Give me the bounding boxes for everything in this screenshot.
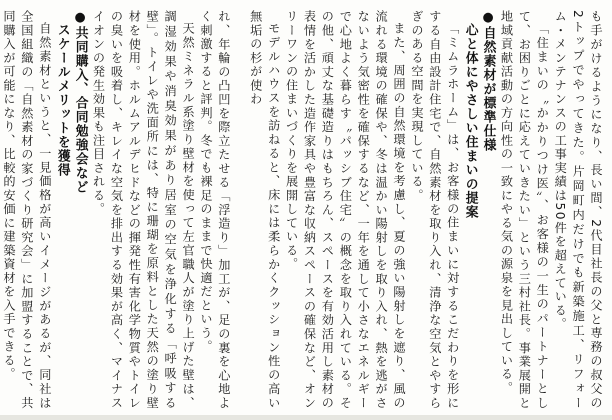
paragraph: も手がけるようになり、長い間、2代目社長の父と専務の叔父の2トップでやってきた。片岡町内だけでも新築施工、リフォーム・メンテナンスの工事実績は50件を超えている。 <box>553 10 603 410</box>
paragraph: れ、年輪の凸凹を際立たせる「浮造り」加工が、足の裏を心地よく刺激すると評判。冬でも裸足のままで快適だという。 <box>198 10 231 410</box>
paragraph: 「住まいの〝かかりつけ医〟、お客様の一生のパートナーとして、お困りごとに応えていきたい」という三村社長。事業展開と地域貢献活動の方向性の一致にやる気の源泉を見出している。 <box>499 10 550 410</box>
section-heading-natural-materials: ●自然素材が標準仕様 <box>480 10 496 153</box>
paragraph: 自然素材というと、一見価格が高いイメージがあるが、同社は全国組織の「自然素材の家づくり研究会」に加盟することで、共同購入が可能になり、比較的安価に建築資材を入手できる。 <box>2 10 52 410</box>
section-subheading-healthy-homes: 心と体にやさしい住まいの提案 <box>462 22 478 219</box>
paragraph: 天然ミネラル系塗り壁材を使って左官職人が塗り上げた壁は、調湿効果や消臭効果があり居室の空気を浄化する「呼吸する壁」。トイレや洗面所には、特に珊瑚を原料とした天然の塗り壁材を使用。ホルムアルデヒドなどの揮発性有害化学物質やトイレの臭いを吸着し、キレイな空気を排出する効果が高く、マイナスイオンの発生効果も注目される。 <box>91 10 196 410</box>
paragraph: 「ミムラホーム」は、お客様の住まいに対するこだわりを形にする自由設計住宅で、自然素材を取り入れ、清浄な空気とやすらぎのある空間を実現している。 <box>409 10 460 410</box>
paragraph: また、周囲の自然環境を考慮し、夏の強い陽射しを遮り、風の流れる環境の確保や、冬は温かい陽射しを取り入れ、熱を逃がさないよう気密性を確保するなど、一年を通して小さなエネルギーで心地よく暮らす〝パッシブ住宅〟の概念を取り入れている。その他、頑丈な基礎造りはもちろん、スペースを有効活用し素材の表情を活かした造作家具や豊富な収納スペースの確保など、オンリーワンの住まいづくりを展開している。 <box>284 10 407 410</box>
section-heading-joint-purchase: ●共同購入、合同勉強会など <box>72 10 88 195</box>
section-subheading-scale-merit: スケールメリットを獲得 <box>54 22 70 177</box>
paragraph: モデルハウスを訪ねると、床には柔らかくクッション性の高い無垢の杉が使わ <box>248 10 281 410</box>
bottom-border <box>0 415 612 420</box>
article-body <box>2 10 604 410</box>
